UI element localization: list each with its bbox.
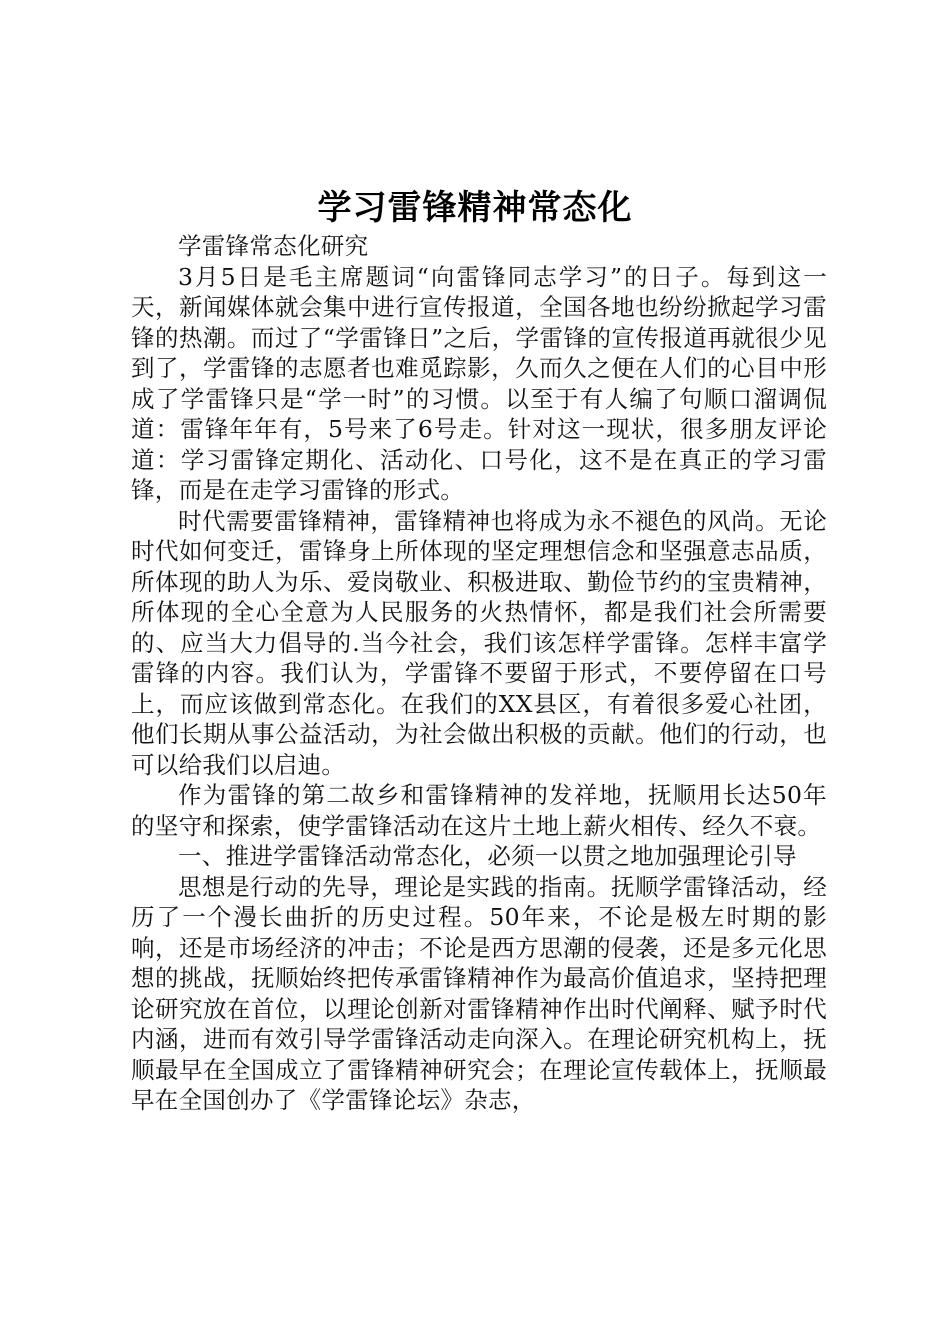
paragraph-subtitle: 学雷锋常态化研究 [178, 232, 369, 260]
paragraph: 作为雷锋的第二故乡和雷锋精神的发祥地，抚顺用长达50年的坚守和探索，使学雷锋活动在这片土地上薪火相传、经久不衰。 [131, 781, 827, 840]
paragraph: 时代需要雷锋精神，雷锋精神也将成为永不褪色的风尚。无论时代如何变迁，雷锋身上所体现的坚定理想信念和坚强意志品质，所体现的助人为乐、爱岗敬业、积极进取、勤俭节约的宝贵精神，所体现的全心全意为人民服务的火热情怀，都是我们社会所需要的、应当大力倡导的.当今社会，我们该怎样学雷锋。怎样丰富学雷锋的内容。我们认为，学雷锋不要留于形式，不要停留在口号上，而应该做到常态化。在我们的XX县区，有着很多爱心社团，他们长期从事公益活动，为社会做出积极的贡献。他们的行动，也可以给我们以启迪。 [131, 506, 827, 779]
document-body [131, 231, 827, 1116]
paragraph: 思想是行动的先导，理论是实践的指南。抚顺学雷锋活动，经历了一个漫长曲折的历史过程。50年来，不论是极左时期的影响，还是市场经济的冲击；不论是西方思潮的侵袭，还是多元化思想的挑战，抚顺始终把传承雷锋精神作为最高价值追求，坚持把理论研究放在首位，以理论创新对雷锋精神作出时代阐释、赋予时代内涵，进而有效引导学雷锋活动走向深入。在理论研究机构上，抚顺最早在全国成立了雷锋精神研究会；在理论宣传载体上，抚顺最早在全国创办了《学雷锋论坛》杂志， [131, 872, 827, 1114]
section-heading: 一、推进学雷锋活动常态化，必须一以贯之地加强理论引导 [178, 842, 797, 870]
document-title: 学习雷锋精神常态化 [317, 188, 633, 228]
paragraph: 3月5日是毛主席题词“向雷锋同志学习”的日子。每到这一天，新闻媒体就会集中进行宣传报道，全国各地也纷纷掀起学习雷锋的热潮。而过了“学雷锋日”之后，学雷锋的宣传报道再就很少见到了，学雷锋的志愿者也难觅踪影，久而久之便在人们的心目中形成了学雷锋只是“学一时”的习惯。以至于有人编了句顺口溜调侃道：雷锋年年有，5号来了6号走。针对这一现状，很多朋友评论道：学习雷锋定期化、活动化、口号化，这不是在真正的学习雷锋，而是在走学习雷锋的形式。 [131, 262, 827, 504]
